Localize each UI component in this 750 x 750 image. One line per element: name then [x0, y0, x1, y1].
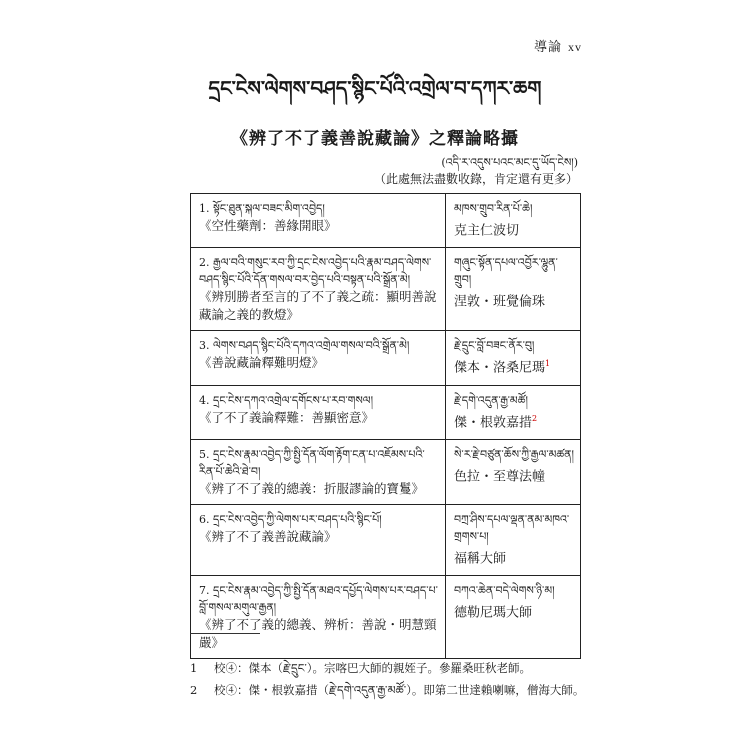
tibetan-title: དྲང་ངེས་ལེགས་བཤད་སྙིང་པོའི་འགྲེལ་བ་དཀར་ཆག: [208, 76, 542, 100]
title-chinese: 《辨了不了義善說藏論》: [199, 528, 337, 544]
title-cell: [191, 504, 446, 575]
chinese-title: 《辨了不了義善說藏論》之釋論略攝: [231, 129, 519, 149]
author-tibetan: མཁས་གྲུབ་རིན་པོ་ཆེ།: [454, 202, 533, 215]
author-cell: [446, 576, 581, 659]
footnote-marker: 2: [532, 413, 538, 423]
author-chinese-wrap: [454, 463, 574, 487]
author-tibetan: སེ་ར་རྗེ་བཙུན་ཆོས་ཀྱི་རྒྱལ་མཚན།: [454, 447, 574, 461]
author-cell: [446, 504, 581, 575]
title-cell: [191, 576, 446, 659]
title-tibetan: 6. དྲང་ངེས་འབྱེད་ཀྱི་ལེགས་པར་བཤད་པའི་སྙིང་པོ།: [199, 512, 382, 526]
author-chinese-wrap: [454, 545, 574, 569]
author-cell: [446, 439, 581, 504]
title-chinese: 《辨別勝者至言的了不了義之疏：顯明善說藏論之義的教燈》: [199, 289, 437, 323]
author-chinese: 傑本・洛桑尼瑪: [454, 360, 546, 376]
author-chinese-wrap: [454, 217, 574, 241]
title-chinese: 《辨了不了義的總義、辨析：善說・明慧頸嚴》: [199, 617, 437, 651]
title-cell: [191, 331, 446, 385]
author-cell: [446, 248, 581, 331]
author-tibetan: རྗེ་དགེ་འདུན་རྒྱ་མཚོ།: [454, 393, 528, 407]
running-header: [534, 36, 582, 55]
title-cell: [191, 439, 446, 504]
title-tibetan: 3. ལེགས་བཤད་སྙིང་པོའི་དཀའ་འགྲེལ་གསལ་བའི་སྒྲོན་མེ།: [199, 339, 410, 353]
title-chinese: 《辨了不了義的總義：折服謬論的寶鬘》: [199, 480, 425, 496]
incomplete-note: （此處無法盡數收錄，肯定還有更多）: [373, 172, 578, 186]
title-cell: [191, 194, 446, 248]
author-tibetan: བཀའ་ཆེན་བདེ་ལེགས་ཉི་མ།: [454, 584, 555, 598]
author-chinese: 克主仁波切: [454, 223, 520, 239]
author-tibetan: རྗེ་དྲུང་བློ་བཟང་ནོར་བུ།: [454, 339, 535, 353]
author-chinese: 涅敦・班覺倫珠: [454, 294, 546, 310]
author-chinese-wrap: [454, 409, 574, 433]
title-tibetan: 7. དྲང་ངེས་རྣམ་འབྱེད་ཀྱི་སྤྱི་དོན་མཐའ་དཔྱོད་ལེགས་པར་བཤད་པ་བློ་གསལ་མགུལ་རྒྱན།: [199, 584, 438, 615]
footnote-1: 1 校④：傑本（རྗེ་དྲུང་）。宗喀巴大師的親姪子。參羅桑旺秋老師。: [190, 661, 532, 675]
author-chinese-wrap: [454, 354, 574, 378]
table-row: [191, 248, 581, 331]
author-tibetan: བཀྲ་ཤིས་དཔལ་ལྡན་ནམ་མཁའ་གྲགས་པ།: [454, 512, 570, 543]
title-tibetan: 2. རྒྱལ་བའི་གསུང་རབ་ཀྱི་དྲང་ངེས་འབྱེད་པའི་རྣམ་བཤད་ལེགས་བཤད་སྙིང་པོའི་དོན་གསལ་བར་བྱེད་པའི་བསྟན་པའི་སྒྲོན་མེ།: [199, 256, 432, 287]
footnote-2: 2 校④：傑・根敦嘉措（རྗེ་དགེ་འདུན་རྒྱ་མཚོ་）。即第二世達賴喇嘛，僧海大師。: [190, 683, 585, 697]
title-tibetan: 5. དྲང་ངེས་རྣམ་འབྱེད་ཀྱི་སྤྱི་དོན་ལོག་རྟོག་ངན་པ་འཇོམས་པའི་རིན་པོ་ཆེའི་ཐེ་བ།: [199, 447, 425, 478]
author-chinese: 傑・根敦嘉措: [454, 414, 533, 430]
author-cell: [446, 194, 581, 248]
tibetan-subtitle: (འདི་ར་འདུས་པའང་མང་དུ་ཡོད་ངེས།): [441, 156, 578, 169]
table-row: [191, 439, 581, 504]
title-chinese: 《善說藏論釋難明燈》: [199, 355, 325, 371]
table-row: [191, 576, 581, 659]
footnote-rule: [190, 633, 260, 634]
commentary-table: [190, 193, 581, 659]
author-tibetan: གཞུང་སྟོན་དཔལ་འབྱོར་ལྷུན་གྲུབ།: [454, 256, 558, 287]
header-title: 導論: [533, 40, 562, 55]
author-chinese: 色拉・至尊法幢: [454, 469, 546, 485]
table-row: [191, 331, 581, 385]
title-tibetan: 4. དྲང་ངེས་དཀའ་འགྲེལ་དགོངས་པ་རབ་གསལ།: [199, 393, 374, 407]
page-number: xv: [568, 40, 582, 54]
author-chinese-wrap: [454, 288, 574, 312]
author-cell: [446, 331, 581, 385]
author-cell: [446, 385, 581, 439]
author-chinese-wrap: [454, 599, 574, 623]
title-cell: [191, 385, 446, 439]
author-chinese: 德勒尼瑪大師: [454, 605, 533, 621]
title-tibetan: 1. སྟོང་ཐུན་སྐལ་བཟང་མིག་འབྱེད།: [199, 202, 325, 215]
footnote-marker: 1: [545, 359, 551, 369]
table-row: [191, 194, 581, 248]
title-chinese: 《空性藥劑：善緣開眼》: [199, 218, 337, 233]
table-row: [191, 385, 581, 439]
title-cell: [191, 248, 446, 331]
table-row: [191, 504, 581, 575]
author-chinese: 福稱大師: [454, 551, 507, 567]
title-chinese: 《了不了義論釋難：善顯密意》: [199, 409, 375, 425]
